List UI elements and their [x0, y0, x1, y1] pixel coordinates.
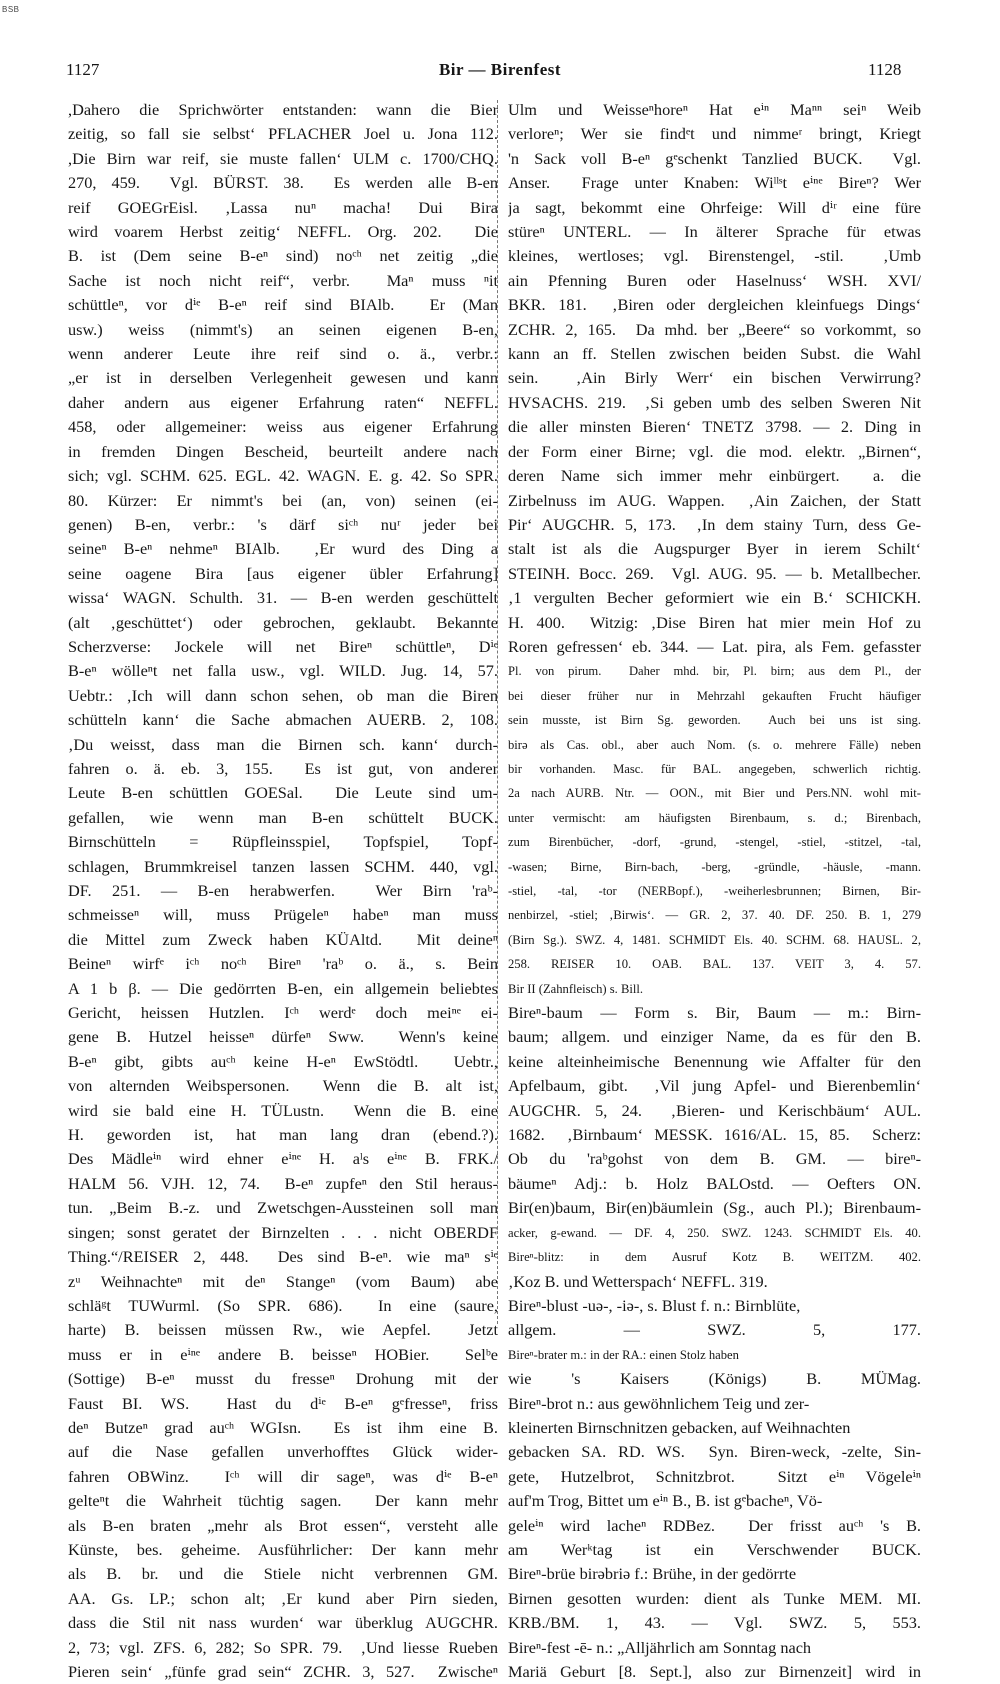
left-column-line: muss er in eⁱⁿᵉ andere B. beisseⁿ HOBier. Selᵇe	[68, 1344, 498, 1364]
column-divider	[497, 100, 498, 1324]
left-column-line: zᵘ Weihnachteⁿ mit deⁿ Stangeⁿ (vom Baum) abe	[68, 1271, 498, 1291]
right-column-line: kann an ff. Stellen zwischen beiden Subst. die Wahl	[508, 344, 921, 364]
left-column-line: DF. 251. — B-en herabwerfen. Wer Birn 'raᵇ-	[68, 881, 498, 900]
right-column-line: Bireⁿ-blust -uə-, -iə-, s. Blust f. n.: Birnblüte,	[508, 1295, 801, 1315]
left-column-line: Leute B-en schüttlen GOESal. Die Leute sind um-	[68, 783, 498, 803]
right-column-line: kleines, wertloses; vgl. Birenstengel, -stil. ‚Umb	[508, 246, 921, 266]
page-number-right: 1128	[868, 60, 902, 79]
right-column-line: BKR. 181. ‚Biren oder dergleichen kleinfuegs Dings‘	[508, 295, 921, 315]
left-column-line: als B-en braten „mehr als Brot essen“, versteht alle	[68, 1515, 498, 1535]
right-column-line: Mariä Geburt [8. Sept.], also zur Birnenzeit] wird in	[508, 1662, 921, 1681]
right-column-line: birə als Cas. obl., aber auch Nom. (s. o. mehrere Fälle) neben	[508, 737, 921, 752]
right-column-line: Apfelbaum, gibt. ‚Vil jung Apfel- und Bierenbemlin‘	[508, 1076, 921, 1096]
left-column-line: seine oagene Bira [aus eigener übler Erfahrung]	[68, 563, 498, 583]
left-column-line: (alt ‚geschüttet‘) oder gebrochen, geklaubt. Bekannte	[68, 612, 498, 632]
right-column-line: auf'm Trog, Bittet um eⁱⁿ B., B. ist gᵉbacheⁿ, Vö-	[508, 1491, 823, 1511]
left-column-line: von alternden Weibspersonen. Wenn die B. alt ist,	[68, 1076, 498, 1096]
left-column-line: auf die Nase gefallen unverhofftes Glück wider-	[68, 1442, 498, 1462]
left-column-line: B-eⁿ wölleⁿt net falla usw., vgl. WILD. Jug. 14, 57.	[68, 661, 498, 681]
left-column-line: 2, 73; vgl. ZFS. 6, 282; So SPR. 79. ‚Und liesse Rueben	[68, 1637, 498, 1657]
right-column-line: Zirbelnuss im AUG. Wappen. ‚Ain Zaichen, der Statt	[508, 490, 921, 510]
right-column-line: wie 's Kaisers (Königs) B. MÜMag.	[508, 1369, 921, 1389]
left-column-line: fahren OBWinz. Iᶜʰ will dir sageⁿ, was dⁱᵉ B-eⁿ	[68, 1466, 498, 1486]
right-column-line: ZCHR. 2, 165. Da mhd. ber „Beere“ so vorkommt, so	[508, 319, 921, 339]
left-column-line: wenn anderer Leute ihre reif sind o. ä., verbr.:	[68, 344, 498, 364]
left-column-line: B-eⁿ gibt, gibts auᶜʰ keine H-eⁿ EwStödtl. Uebtr.,	[68, 1051, 498, 1071]
right-column-line: (Birn Sg.). SWZ. 4, 1481. SCHMIDT Els. 40. SCHM. 68. HAUSL. 2,	[508, 932, 921, 947]
left-column-line: zeitig, so fall sie selbst‘ PFLACHER Joel u. Jona 112.	[68, 124, 498, 144]
right-column-line: sein. ‚Ain Birly Werr‘ ein bischen Verwirrung?	[508, 368, 921, 388]
right-column-line: kleinerten Birnschnitzen gebacken, auf Weihnachten	[508, 1417, 851, 1437]
left-column-line: als B. br. und die Stiele nicht verbrennen GM.	[68, 1564, 498, 1584]
left-column-line: usw.) weiss (nimmt's) an seinen eigenen B-en,	[68, 319, 498, 339]
left-column-line: sich; vgl. SCHM. 625. EGL. 42. WAGN. E. g. 42. So SPR.	[68, 466, 498, 486]
right-column-line: baum; allgem. und einziger Name, da es für den B.	[508, 1027, 921, 1047]
left-column-line: Gericht, heissen Hutzlen. Iᶜʰ werdᵉ doch meiⁿᵉ ei-	[68, 1003, 498, 1023]
left-column-line: tun. „Beim B.-z. und Zwetschgen-Aussteinen soll man	[68, 1198, 498, 1218]
left-column-line: Uebtr.: ‚Ich will dann schon sehen, ob man die Biren	[68, 685, 498, 705]
left-column-line: harte) B. beissen müssen Rw., wie Aepfel. Jetzt	[68, 1320, 498, 1340]
left-column-line: „er ist in derselben Verlegenheit gewesen und kann	[68, 368, 498, 388]
left-column-line: Künste, bes. geheime. Ausführlicher: Der kann mehr	[68, 1539, 498, 1559]
right-column-line: Birnen gesotten wurden: dient als Tunke MEM. MI.	[508, 1588, 921, 1608]
right-column-line: 1682. ‚Birnbaum‘ MESSK. 1616/AL. 15, 85. Scherz:	[508, 1125, 921, 1145]
right-column-line: am Werᵏtag ist ein Verschwender BUCK.	[508, 1539, 921, 1559]
right-column-line: H. 400. Witzig: ‚Dise Biren hat mier mein Hof zu	[508, 612, 921, 632]
right-column-line: stalt ist als die Augspurger Byer in ierem Schilt‘	[508, 539, 921, 559]
left-column-line: wissa‘ WAGN. Schulth. 31. — B-en werden geschüttelt	[68, 588, 498, 608]
right-column-line: ‚1 vergulten Becher geformiert wie ein B.‘ SCHICKH.	[508, 588, 921, 608]
right-column-line: bei dieser früher nur in Mehrzahl gekauften Frucht häufiger	[508, 688, 921, 703]
left-column-line: singen; sonst geratet der Birnzelten . . . nicht OBERDF	[68, 1222, 498, 1242]
right-column-line: geleⁱⁿ wird lacheⁿ RDBez. Der frisst auᶜʰ 's B.	[508, 1515, 921, 1535]
left-column	[68, 98, 498, 1684]
left-column-line: 458, oder allgemeiner: weiss aus eigener Erfahrung	[68, 417, 498, 437]
right-column-line: bäumeⁿ Adj.: b. Holz BALOstd. — Oefters ON.	[508, 1173, 921, 1193]
running-headword: Bir — Birenfest	[438, 60, 562, 79]
left-column-line: Thing.“/REISER 2, 448. Des sind B-eⁿ. wie maⁿ sⁱᵉ	[68, 1247, 498, 1267]
right-column-line: keine alteinheimische Benennung wie Affalter für den	[508, 1051, 921, 1071]
right-column-line: acker, g-ewand. — DF. 4, 250. SWZ. 1243. SCHMIDT Els. 40.	[508, 1225, 921, 1240]
right-column-line: nenbirzel, -stiel; ‚Birwis‘. — GR. 2, 37. 40. DF. 250. B. 1, 279	[508, 908, 921, 923]
right-column-line: gebacken SA. RD. WS. Syn. Biren-weck, -zelte, Sin-	[508, 1442, 921, 1462]
right-column-line: sein musste, ist Birn Sg. geworden. Auch bei uns ist sing.	[508, 713, 921, 728]
left-column-line: 270, 459. Vgl. BÜRST. 38. Es werden alle B-en	[68, 173, 498, 193]
right-column-line: deren Name sich immer mehr einbürgert. a. die	[508, 466, 921, 486]
left-column-line: dass die Stil nit nass wurden‘ war überklug AUGCHR.	[68, 1613, 498, 1633]
left-column-line: gelteⁿt die Wahrheit tüchtig sagen. Der kann mehr	[68, 1491, 498, 1511]
left-column-line: gefallen, wie wenn man B-en schüttelt BUCK.	[68, 807, 498, 827]
right-column-line: HVSACHS. 219. ‚Si geben umb des selben Sweren Nit	[508, 392, 921, 412]
page-number-left: 1127	[66, 60, 100, 79]
left-column-line: schüttleⁿ, vor dⁱᵉ B-eⁿ reif sind BIAlb. Er (Man	[68, 295, 498, 315]
library-stamp: BSB	[2, 5, 20, 14]
right-column-line: Bireⁿ-brot n.: aus gewöhnlichem Teig und zer-	[508, 1393, 810, 1413]
left-column-line: H. geworden ist, hat man lang dran (ebend.?).	[68, 1125, 498, 1145]
right-column-line: verloreⁿ; Wer sie findᵉt und nimmeʳ bringt, Kriegt	[508, 124, 921, 144]
left-column-line: schläᵍt TUWurml. (So SPR. 686). In eine (saure,	[68, 1295, 498, 1315]
right-column-line: stüreⁿ UNTERL. — In älterer Sprache für etwas	[508, 222, 921, 242]
right-column-line: KRB./BM. 1, 43. — Vgl. SWZ. 5, 553.	[508, 1613, 921, 1633]
left-column-line: A 1 b β. — Die gedörrten B-en, ein allgemein beliebtes	[68, 978, 498, 998]
right-column-line: AUGCHR. 5, 24. ‚Bieren- und Kerischbäum‘ AUL.	[508, 1100, 921, 1120]
left-column-line: ,Dahero die Sprichwörter entstanden: wann die Bier	[68, 100, 498, 119]
left-column-line: Pieren sein‘ „fünfe grad sein“ ZCHR. 3, 527. Zwischeⁿ	[68, 1662, 498, 1681]
left-column-line: seineⁿ B-eⁿ nehmeⁿ BIAlb. ‚Er wurd des Ding a	[68, 539, 498, 559]
right-column-line: 258. REISER 10. OAB. BAL. 137. VEIT 3, 4. 57.	[508, 957, 921, 972]
left-column-line: Birnschütteln = Rüpfleinsspiel, Topfspiel, Topf-	[68, 832, 498, 852]
right-column-line: 2a nach AURB. Ntr. — OON., mit Bier und Pers.NN. wohl mit-	[508, 786, 921, 801]
left-column-line: HALM 56. VJH. 12, 74. B-eⁿ zupfeⁿ den Stil heraus-	[68, 1173, 498, 1193]
right-column-line: Pl. von pirum. Daher mhd. bir, Pl. birn; aus dem Pl., der	[508, 664, 921, 679]
left-column-line: Scherzverse: Jockele will net Bireⁿ schüttleⁿ, Dⁱᵉ	[68, 636, 498, 656]
right-column-line: zum Birenbücher, -dorf, -grund, -stengel, -stiel, -stitzel, -tal,	[508, 835, 921, 850]
right-column-line: Ulm und Weisseⁿhoreⁿ Hat eⁱⁿ Maⁿⁿ seiⁿ Weib	[508, 100, 921, 119]
left-column-line: deⁿ Butzeⁿ grad auᶜʰ WGIsn. Es ist ihm eine B.	[68, 1417, 498, 1437]
left-column-line: reif GOEGrEisl. ‚Lassa nuⁿ macha! Dui Bira	[68, 197, 498, 217]
left-column-line: B. ist (Dem seine B-eⁿ sind) noᶜʰ net zeitig „die	[68, 246, 498, 266]
right-column-line: Bireⁿ-fest -ē- n.: „Alljährlich am Sonntag nach	[508, 1637, 812, 1657]
left-column-line: gene B. Hutzel heisseⁿ dürfeⁿ Sww. Wenn's keine	[68, 1027, 498, 1047]
left-column-line: Sache ist noch nicht reif“, verbr. Maⁿ muss ⁿit	[68, 270, 498, 290]
left-column-line: schütteln kann‘ die Sache abmachen AUERB. 2, 108.	[68, 710, 498, 730]
right-column-line: der Form einer Birne; vgl. die mod. elektr. „Birnen“,	[508, 441, 921, 461]
right-column-line: Anser. Frage unter Knaben: Wiˡˡˢt eⁱⁿᵉ Bireⁿ? Wer	[508, 173, 921, 193]
left-column-line: AA. Gs. LP.; schon alt; ‚Er kund aber Pirn sieden,	[68, 1588, 498, 1608]
right-column	[508, 98, 921, 1684]
right-column-line: bir vorhanden. Masc. für BAL. angegeben, schwerlich richtig.	[508, 761, 921, 776]
left-column-line: daher andern aus eigener Erfahrung raten“ NEFFL.	[68, 392, 498, 412]
right-column-line: 'n Sack voll B-eⁿ gᵉschenkt Tanzlied BUCK. Vgl.	[508, 148, 921, 168]
right-column-line: ja sagt, bekommt eine Ohrfeige: Will dⁱʳ eine füre	[508, 197, 921, 217]
left-column-line: fahren o. ä. eb. 3, 155. Es ist gut, von anderer	[68, 758, 498, 778]
left-column-line: in fremden Dingen Bescheid, beurteilt andere nach	[68, 441, 498, 461]
right-column-line: Bireⁿ-brater m.: in der RA.: einen Stolz haben	[508, 1347, 739, 1362]
right-column-line: ain Pfenning Buren oder Haselnuss‘ WSH. XVI/	[508, 270, 921, 290]
right-column-line: -wasen; Birne, Birn-bach, -berg, -gründle, -häusle, -mann.	[508, 859, 921, 874]
right-column-line: gete, Hutzelbrot, Schnitzbrot. Sitzt eⁱⁿ Vögeleⁱⁿ	[508, 1466, 921, 1486]
right-column-line: die aller minsten Bieren‘ TNETZ 3798. — 2. Ding in	[508, 417, 921, 437]
left-column-line: ,Die Birn war reif, sie muste fallen‘ ULM c. 1700/CHQ.	[68, 148, 498, 168]
right-column-line: ‚Koz B. und Wetterspach‘ NEFFL. 319.	[508, 1271, 768, 1291]
right-column-line: -stiel, -tal, -tor (NERBopf.), -weiherlesbrunnen; Birnen, Bir-	[508, 884, 921, 898]
right-column-line: Pir‘ AUGCHR. 5, 173. ‚In dem stainy Turn, dess Ge-	[508, 514, 921, 534]
left-column-line: Des Mädleⁱⁿ wird ehner eⁱⁿᵉ H. aˡs eⁱⁿᵉ B. FRK./	[68, 1149, 498, 1169]
left-column-line: (Sottige) B-eⁿ musst du fresseⁿ Drohung mit der	[68, 1369, 498, 1389]
right-column-line: Bireⁿ-blitz: in dem Ausruf Kotz B. WEITZM. 402.	[508, 1250, 921, 1265]
right-column-line: Bir II (Zahnfleisch) s. Bill.	[508, 981, 644, 996]
left-column-line: genen) B-en, verbr.: 's därf siᶜʰ nuʳ jeder bei	[68, 514, 498, 534]
right-column-line: allgem. — SWZ. 5, 177.	[508, 1320, 921, 1340]
left-column-line: Faust BI. WS. Hast du dⁱᵉ B-eⁿ gᵉfresseⁿ, friss	[68, 1393, 498, 1413]
left-column-line: ‚Du weisst, dass man die Birnen sch. kann‘ durch-	[68, 734, 498, 754]
left-column-line: wird sie bald eine H. TÜLustn. Wenn die B. eine	[68, 1100, 498, 1120]
left-column-line: schmeisseⁿ will, muss Prügeleⁿ habeⁿ man muss	[68, 905, 498, 925]
right-column-line: Ob du 'raᵇgohst von dem B. GM. — bireⁿ-	[508, 1149, 921, 1169]
right-column-line: Bir(en)baum, Bir(en)bäumlein (Sg., auch Pl.); Birenbaum-	[508, 1198, 921, 1218]
left-column-line: 80. Kürzer: Er nimmt's bei (an, von) seinen (ei-	[68, 490, 498, 510]
left-column-line: schlagen, Brummkreisel tanzen lassen SCHM. 440, vgl.	[68, 856, 498, 876]
left-column-line: Beineⁿ wirfᵉ iᶜʰ noᶜʰ Bireⁿ 'raᵇ o. ä., s. Bein	[68, 954, 498, 974]
right-column-line: STEINH. Bocc. 269. Vgl. AUG. 95. — b. Metallbecher.	[508, 563, 921, 583]
left-column-line: die Mittel zum Zweck haben KÜAltd. Mit deineⁿ	[68, 929, 498, 949]
left-column-line: wird voarem Herbst zeitig‘ NEFFL. Org. 202. Die	[68, 222, 498, 242]
right-column-line: unter vermischt: am häufigsten Birenbaum, s. d.; Birenbach,	[508, 810, 921, 825]
right-column-line: Bireⁿ-brüe birəbriə f.: Brühe, in der gedörrte	[508, 1564, 797, 1584]
right-column-line: Bireⁿ-baum — Form s. Bir, Baum — m.: Birn-	[508, 1003, 921, 1023]
right-column-line: Roren gefressen‘ eb. 344. — Lat. pira, als Fem. gefasster	[508, 636, 921, 656]
